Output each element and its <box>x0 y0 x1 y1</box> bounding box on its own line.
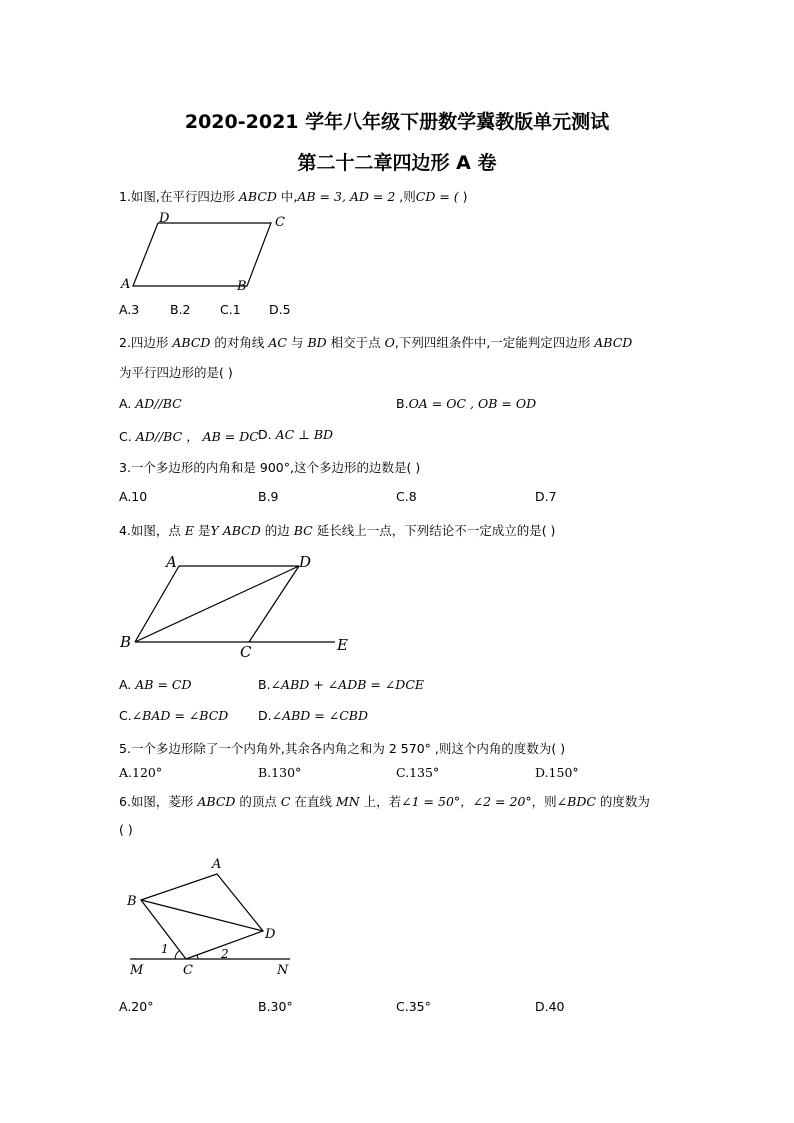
q6-label-d: D <box>265 927 276 942</box>
q6-diagonal-bd <box>141 900 263 931</box>
q6-shape-name: ABCD <box>197 794 236 809</box>
q6-label-n: N <box>277 963 289 978</box>
q4-text: 是 <box>194 523 211 538</box>
q2-shape-name: ABCD <box>172 335 211 350</box>
q4-text: 4.如图，点 <box>119 523 185 538</box>
q2-option-b-text: OA = OC , OB = OD <box>408 396 537 411</box>
q5-option-c[interactable]: C.135° <box>396 765 440 780</box>
q2-text: 2.四边形 <box>119 335 173 350</box>
q4-option-c[interactable] <box>119 708 228 723</box>
q4-parallelogram-figure <box>112 548 362 660</box>
q2-option-d-text: AC ⊥ BD <box>275 427 334 442</box>
q2-option-d-letter: D. <box>258 427 276 442</box>
q6-option-a[interactable]: A.20° <box>119 999 154 1014</box>
q1-label-d: D <box>159 211 170 226</box>
q2-point-o: O <box>384 335 395 350</box>
q2-diagonal-ac: AC <box>268 335 287 350</box>
q4-side-bc: BC <box>293 523 313 538</box>
q4-option-d[interactable] <box>258 708 368 723</box>
q6-label-angle-1: 1 <box>161 942 169 956</box>
q3-option-d[interactable]: D.7 <box>535 489 557 504</box>
q5-option-a[interactable]: A.120° <box>119 765 163 780</box>
q2-option-a-text: AD//BC <box>135 396 182 411</box>
q4-label-c: C <box>240 643 252 660</box>
question-6-stem-line2: ( ) <box>119 822 133 837</box>
q1-option-b[interactable]: B.2 <box>170 302 191 317</box>
q6-option-b[interactable]: B.30° <box>258 999 293 1014</box>
q1-label-a: A <box>121 277 131 292</box>
q1-parallelogram <box>133 223 271 286</box>
q4-option-a-letter: A. <box>119 677 136 692</box>
q4-option-a[interactable] <box>119 677 192 692</box>
q5-option-b[interactable]: B.130° <box>258 765 302 780</box>
q1-blank: ) <box>458 189 468 204</box>
q2-option-b-letter: B. <box>396 396 409 411</box>
q2-option-a-letter: A. <box>119 396 136 411</box>
q4-option-d-text: ∠ABD = ∠CBD <box>271 708 368 723</box>
q5-option-d[interactable]: D.150° <box>535 765 579 780</box>
q2-option-d[interactable] <box>258 427 333 442</box>
q6-label-angle-2: 2 <box>221 947 229 961</box>
q1-condition: AB = 3, AD = 2 <box>297 189 396 204</box>
q6-option-d[interactable]: D.40 <box>535 999 565 1014</box>
q4-option-a-text: AB = CD <box>135 677 192 692</box>
q6-label-b: B <box>127 894 137 909</box>
q6-label-m: M <box>130 963 144 978</box>
q1-shape-name: ABCD <box>238 189 277 204</box>
q6-option-c[interactable]: C.35° <box>396 999 431 1014</box>
q2-option-c-letter: C. <box>119 429 136 444</box>
q4-label-b: B <box>120 633 132 651</box>
q6-text: 6.如图，菱形 <box>119 794 198 809</box>
q4-option-b[interactable] <box>258 677 424 692</box>
q4-option-c-letter: C. <box>119 708 132 723</box>
question-3-stem: 3.一个多边形的内角和是 900°,这个多边形的边数是( ) <box>119 460 421 475</box>
question-2-stem <box>119 333 632 351</box>
q6-angle-1-arc <box>175 951 179 959</box>
q3-option-c[interactable]: C.8 <box>396 489 417 504</box>
q2-option-c[interactable] <box>119 427 259 445</box>
q6-label-c: C <box>183 963 193 978</box>
q6-text: ，则 <box>531 794 557 809</box>
q2-text: 的对角线 <box>210 335 269 350</box>
q1-text: 中, <box>276 189 298 204</box>
q2-text: ,下列四组条件中,一定能判定四边形 <box>394 335 595 350</box>
question-6-stem <box>119 792 650 810</box>
q4-shape-name: Y ABCD <box>210 523 261 538</box>
exam-title: 2020-2021 学年八年级下册数学冀教版单元测试 <box>184 111 610 133</box>
q4-text: 的边 <box>260 523 294 538</box>
q2-option-a[interactable] <box>119 396 182 411</box>
q1-option-d[interactable]: D.5 <box>269 302 291 317</box>
q2-text: 与 <box>286 335 308 350</box>
q1-label-b: B <box>237 279 247 294</box>
q6-angles: ∠1 = 50°，∠2 = 20° <box>401 794 532 809</box>
q6-text: 的度数为 <box>595 794 650 809</box>
q4-option-b-text: ∠ABD + ∠ADB = ∠DCE <box>270 677 425 692</box>
q2-shape-name: ABCD <box>594 335 633 350</box>
exam-subtitle: 第二十二章四边形 A 卷 <box>297 152 497 174</box>
q4-option-d-letter: D. <box>258 708 272 723</box>
question-4-stem <box>119 521 555 539</box>
q1-label-c: C <box>275 215 285 230</box>
q4-side-ab <box>135 566 179 642</box>
q3-option-a[interactable]: A.10 <box>119 489 148 504</box>
q6-target-angle: ∠BDC <box>556 794 596 809</box>
q6-vertex-c: C <box>280 794 291 809</box>
q4-label-e: E <box>337 636 348 654</box>
q6-label-a: A <box>212 857 222 872</box>
q6-line-mn: MN <box>335 794 360 809</box>
q4-label-d: D <box>299 553 312 571</box>
q3-option-b[interactable]: B.9 <box>258 489 279 504</box>
q1-target: CD = ( <box>415 189 459 204</box>
q6-text: 在直线 <box>290 794 336 809</box>
q4-label-a: A <box>166 553 177 571</box>
q1-text: ,则 <box>395 189 416 204</box>
q6-rhombus-figure <box>120 852 300 980</box>
q6-rhombus <box>141 874 263 959</box>
q6-text: 的顶点 <box>235 794 281 809</box>
q2-option-c-text: AD//BC ， AB = DC <box>135 429 259 444</box>
q2-option-b[interactable] <box>396 396 536 411</box>
q4-option-b-letter: B. <box>258 677 271 692</box>
q1-text: 1.如图,在平行四边形 <box>119 189 239 204</box>
question-2-stem-line2: 为平行四边形的是( ) <box>119 365 233 380</box>
q1-parallelogram-figure <box>115 208 305 298</box>
q1-option-a[interactable]: A.3 <box>119 302 140 317</box>
q2-text: 相交于点 <box>326 335 385 350</box>
question-1-stem <box>119 187 468 205</box>
q1-option-c[interactable]: C.1 <box>220 302 241 317</box>
q4-option-c-text: ∠BAD = ∠BCD <box>131 708 229 723</box>
q4-point-e: E <box>184 523 195 538</box>
question-5-stem: 5.一个多边形除了一个内角外,其余各内角之和为 2 570° ,则这个内角的度数为( ) <box>119 741 566 756</box>
q4-text: 延长线上一点，下列结论不一定成立的是( ) <box>312 523 556 538</box>
q2-diagonal-bd: BD <box>307 335 327 350</box>
q6-text: 上，若 <box>359 794 402 809</box>
